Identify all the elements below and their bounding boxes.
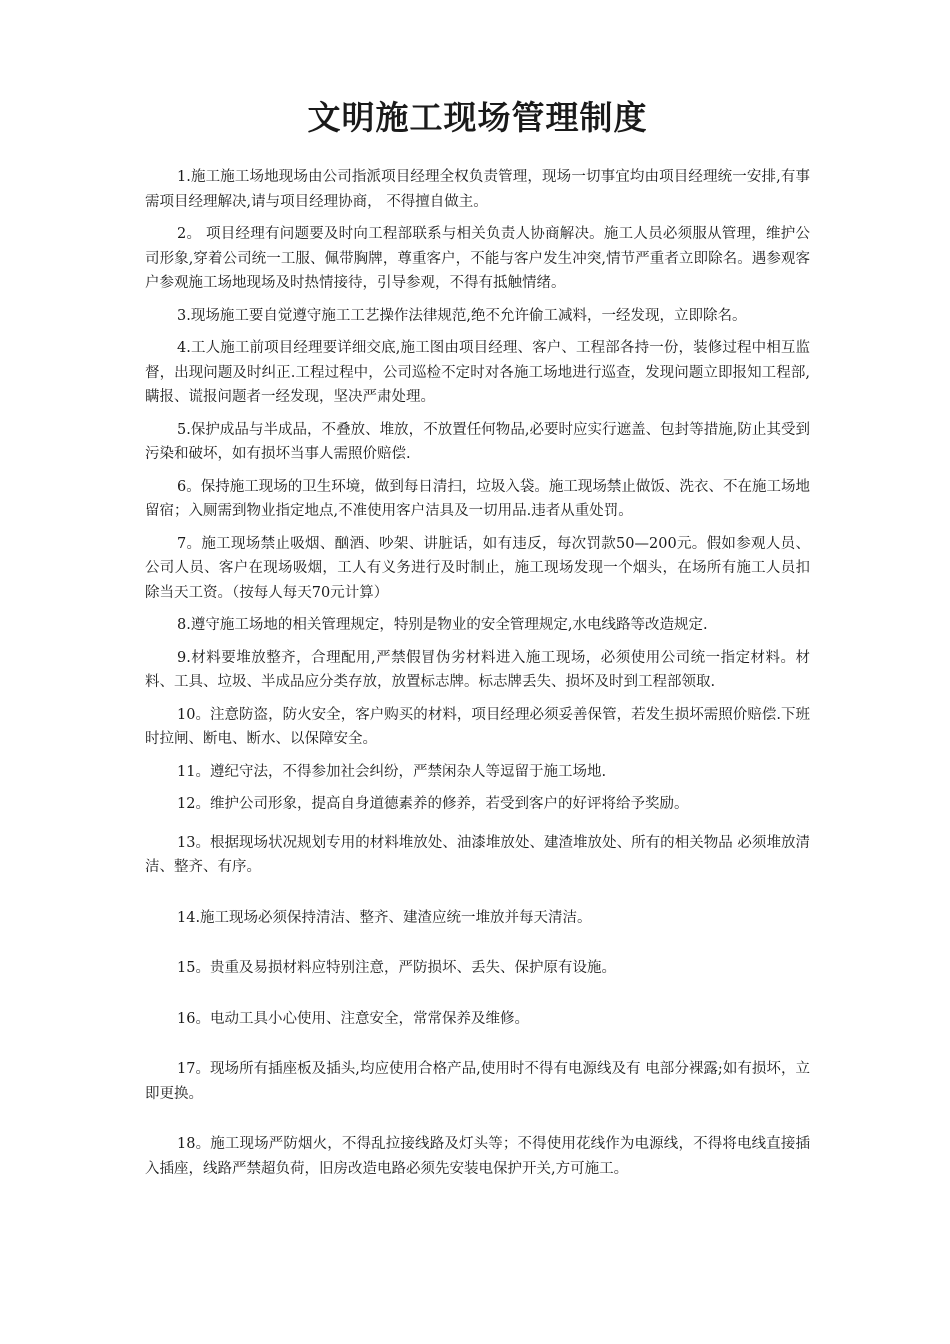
rule-paragraph-6: 6。保持施工现场的卫生环境，做到每日清扫，垃圾入袋。施工现场禁止做饭、洗衣、不在施工场地留宿；入厕需到物业指定地点,不准使用客户洁具及一切用品.违者从重处罚。 [145,478,810,519]
rule-paragraph-9: 9.材料要堆放整齐，合理配用,严禁假冒伪劣材料进入施工现场，必须使用公司统一指定材料。材料、工具、垃圾、半成品应分类存放，放置标志牌。标志牌丢失、损坏及时到工程部领取. [145,649,810,690]
document-title: 文明施工现场管理制度 [307,98,648,137]
rule-paragraph-11: 11。遵纪守法，不得参加社会纠纷，严禁闲杂人等逗留于施工场地. [177,763,607,780]
rule-paragraph-2: 2。 项目经理有问题要及时向工程部联系与相关负责人协商解决。施工人员必须服从管理，维护公司形象,穿着公司统一工服、佩带胸牌，尊重客户，不能与客户发生冲突,情节严重者立即除名。遇参观客户参观施工场地现场及时热情接待，引导参观，不得有抵触情绪。 [145,226,810,291]
rule-paragraph-14: 14.施工现场必须保持清洁、整齐、建渣应统一堆放并每天清洁。 [177,909,592,926]
rule-paragraph-16: 16。电动工具小心使用、注意安全，常常保养及维修。 [177,1010,529,1027]
rule-paragraph-17: 17。现场所有插座板及插头,均应使用合格产品,使用时不得有电源线及有 电部分裸露;如有损坏，立即更换。 [145,1061,810,1102]
rule-paragraph-8: 8.遵守施工场地的相关管理规定，特别是物业的安全管理规定,水电线路等改造规定. [177,617,708,633]
rule-paragraph-18: 18。施工现场严防烟火，不得乱拉接线路及灯头等；不得使用花线作为电源线，不得将电线直接插入插座，线路严禁超负荷，旧房改造电路必须先安装电保护开关,方可施工。 [145,1136,810,1177]
rule-paragraph-13: 13。根据现场状况规划专用的材料堆放处、油漆堆放处、建渣堆放处、所有的相关物品 必须堆放清洁、整齐、有序。 [145,834,810,875]
rule-paragraph-7: 7。施工现场禁止吸烟、酗酒、吵架、讲脏话，如有违反，每次罚款50—200元。假如参观人员、公司人员、客户在现场吸烟，工人有义务进行及时制止，施工现场发现一个烟头，在场所有施工人员扣除当天工资。（按每人每天70元计算） [145,535,810,601]
rule-paragraph-3: 3.现场施工要自觉遵守施工工艺操作法律规范,绝不允许偷工减料，一经发现，立即除名。 [177,307,747,324]
rule-paragraph-1: 1.施工施工场地现场由公司指派项目经理全权负责管理，现场一切事宜均由项目经理统一安排,有事需项目经理解决,请与项目经理协商， 不得擅自做主。 [145,169,810,210]
rule-paragraph-5: 5.保护成品与半成品，不叠放、堆放，不放置任何物品,必要时应实行遮盖、包封等措施,防止其受到污染和破坏，如有损坏当事人需照价赔偿. [145,421,810,462]
rule-paragraph-15: 15。贵重及易损材料应特别注意，严防损坏、丢失、保护原有设施。 [177,960,616,976]
rule-paragraph-4: 4.工人施工前项目经理要详细交底,施工图由项目经理、客户、工程部各持一份，装修过程中相互监督，出现问题及时纠正.工程过程中，公司巡检不定时对各施工场地进行巡查，发现问题立即报知工程部,瞒报、谎报问题者一经发现，坚决严肃处理。 [145,340,810,405]
rule-paragraph-10: 10。注意防盗，防火安全，客户购买的材料，项目经理必须妥善保管，若发生损坏需照价赔偿.下班时拉闸、断电、断水、以保障安全。 [145,706,810,747]
rule-paragraph-12: 12。维护公司形象，提高自身道德素养的修养，若受到客户的好评将给予奖励。 [177,796,689,812]
